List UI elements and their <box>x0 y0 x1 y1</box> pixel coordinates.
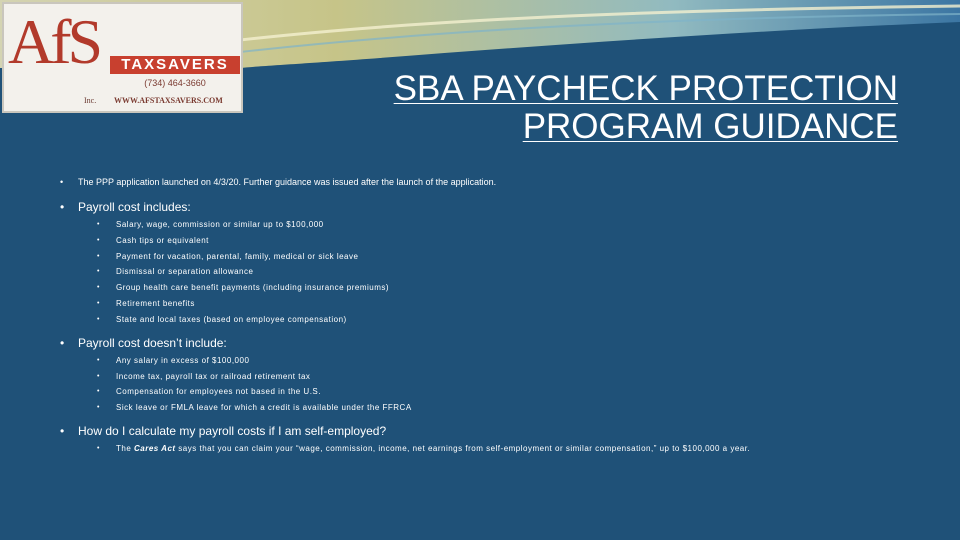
bullet-icon: • <box>97 315 100 323</box>
list-item-text: State and local taxes (based on employee compensation) <box>116 314 347 324</box>
list-item-text: Cash tips or equivalent <box>116 235 209 245</box>
logo-inc: Inc. <box>84 96 97 105</box>
bullet-icon: • <box>97 445 100 453</box>
slide-title-line-1: SBA PAYCHECK PROTECTION <box>393 69 898 108</box>
self-employed-text: says that you can claim your “wage, commission, income, net earnings from self-employment or similar compensation,” up to $100,000 a year. <box>175 444 751 454</box>
list-item <box>58 219 938 231</box>
list-item <box>58 443 938 455</box>
list-item-text: Retirement benefits <box>116 298 195 308</box>
list-item <box>58 235 938 247</box>
list-item-text: Compensation for employees not based in the U.S. <box>116 387 321 397</box>
list-item-text: Dismissal or separation allowance <box>116 267 254 277</box>
list-item <box>58 355 938 367</box>
intro-bullet <box>58 176 938 188</box>
bullet-icon: • <box>97 388 100 396</box>
bullet-icon: • <box>97 404 100 412</box>
bullet-icon: • <box>97 268 100 276</box>
logo-phone: (734) 464-3660 <box>144 78 206 88</box>
bullet-icon: • <box>60 200 65 214</box>
list-item <box>58 282 938 294</box>
self-employed-prefix: The <box>116 444 135 454</box>
list-item-text: Payment for vacation, parental, family, medical or sick leave <box>116 251 359 261</box>
self-employed-section <box>58 424 938 455</box>
logo-url: WWW.AFSTAXSAVERS.COM <box>114 96 223 105</box>
bullet-icon: • <box>97 252 100 260</box>
list-item <box>58 266 938 278</box>
bullet-icon: • <box>60 177 64 187</box>
company-logo <box>2 2 243 113</box>
list-item <box>58 298 938 310</box>
list-item <box>58 251 938 263</box>
list-item-text: Salary, wage, commission or similar up to $100,000 <box>116 220 324 229</box>
excludes-heading-text: Payroll cost doesn’t include: <box>78 335 227 350</box>
bullet-icon: • <box>97 299 100 307</box>
bullet-icon: • <box>97 284 100 292</box>
slide-body <box>58 176 938 465</box>
bullet-icon: • <box>97 221 100 228</box>
list-item-text: Income tax, payroll tax or railroad retirement tax <box>116 371 311 381</box>
bullet-icon: • <box>97 236 100 244</box>
logo-banner: TAXSAVERS <box>110 56 240 74</box>
includes-heading-text: Payroll cost includes: <box>78 200 191 214</box>
bullet-icon: • <box>60 424 65 439</box>
includes-section <box>58 200 938 326</box>
self-employed-heading-text: How do I calculate my payroll costs if I am self-employed? <box>78 424 387 439</box>
list-item-text: Any salary in excess of $100,000 <box>116 355 250 365</box>
bullet-icon: • <box>60 335 65 350</box>
list-item-text: Sick leave or FMLA leave for which a credit is available under the FFRCA <box>116 403 412 413</box>
list-item <box>58 371 938 383</box>
list-item <box>58 314 938 326</box>
list-item <box>58 402 938 414</box>
bullet-icon: • <box>97 372 100 380</box>
self-employed-heading <box>58 424 938 439</box>
logo-letters: AfS <box>8 6 100 77</box>
cares-act-label: Cares Act <box>134 444 176 454</box>
excludes-section <box>58 336 938 414</box>
slide-title-line-2: PROGRAM GUIDANCE <box>522 107 898 146</box>
list-item <box>58 386 938 398</box>
excludes-heading <box>58 336 938 351</box>
slide-title <box>278 70 898 146</box>
includes-heading <box>58 200 938 215</box>
intro-text: The PPP application launched on 4/3/20. Further guidance was issued after the launch of the application. <box>78 177 497 187</box>
bullet-icon: • <box>97 356 100 364</box>
list-item-text: Group health care benefit payments (including insurance premiums) <box>116 283 390 293</box>
